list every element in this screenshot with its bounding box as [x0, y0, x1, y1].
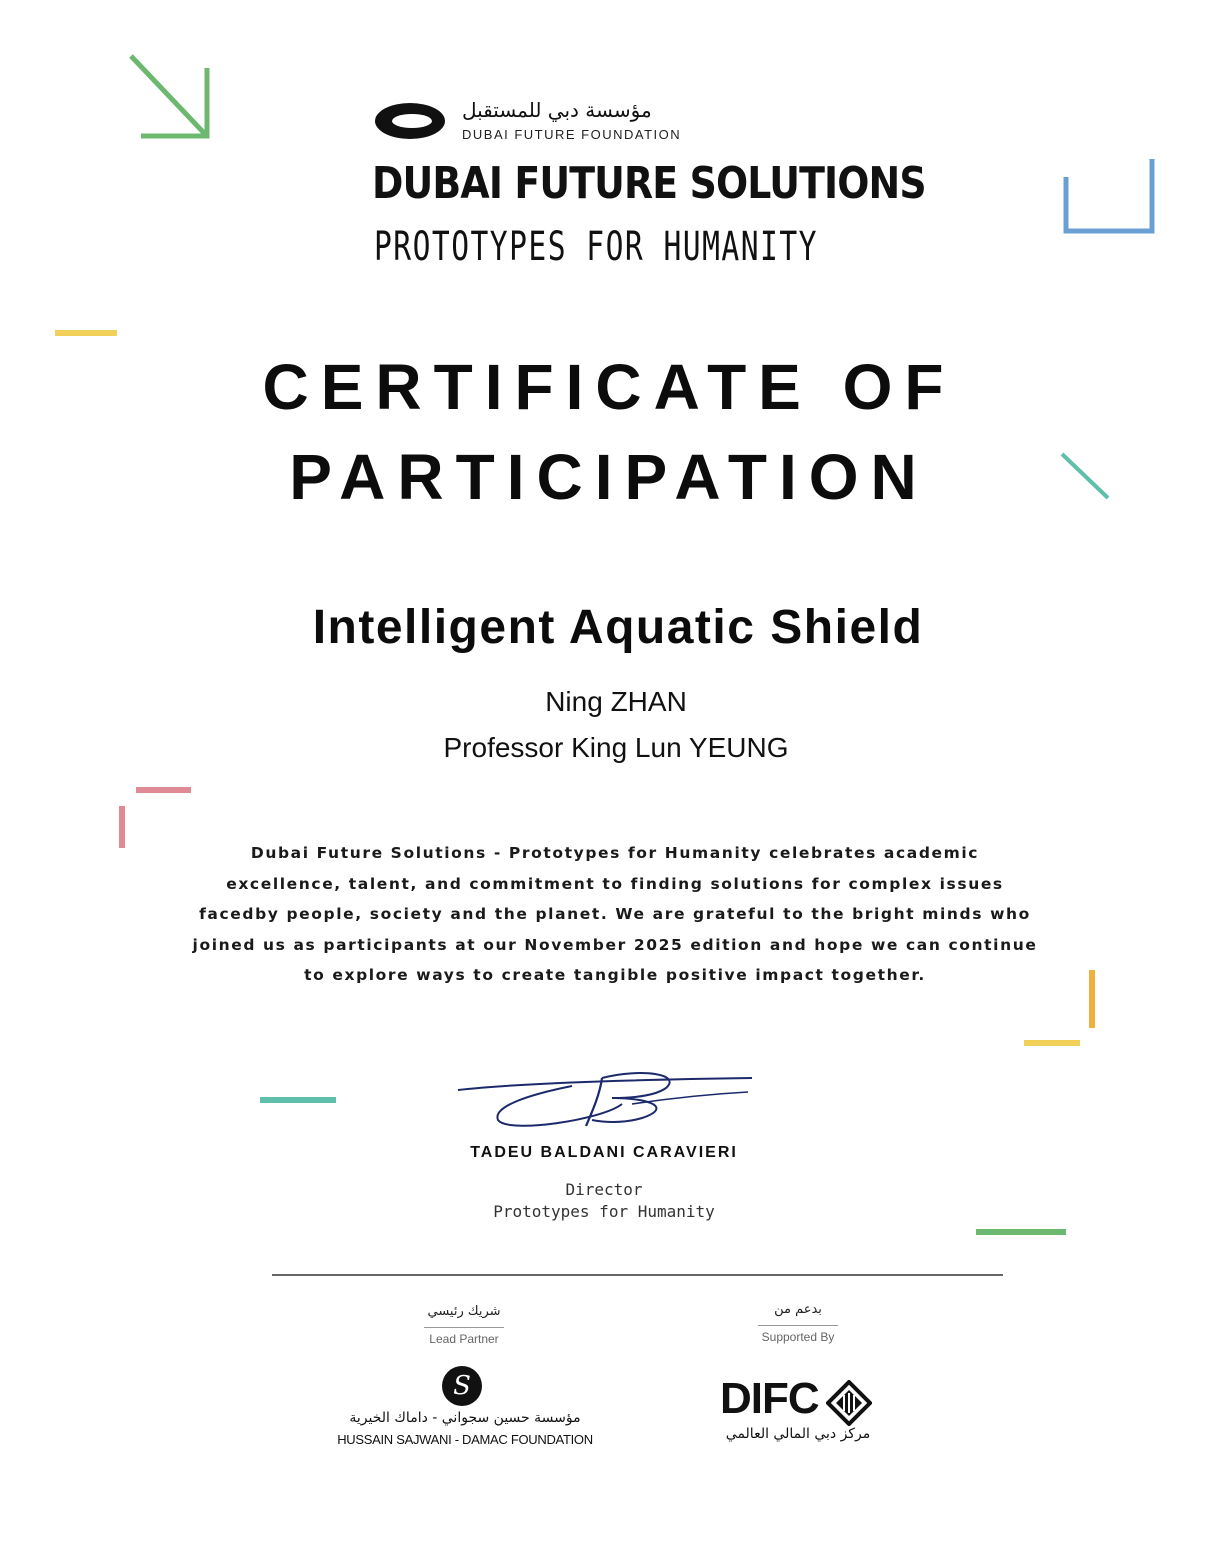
lead-partner-label-arabic: شريك رئيسي [427, 1304, 501, 1319]
dash-accent-icon [976, 1229, 1066, 1235]
difc-logo-text: DIFC [720, 1374, 819, 1423]
supporter-name-arabic: مركز دبي المالي العالمي [725, 1426, 871, 1442]
supporter-label: Supported By [761, 1330, 835, 1344]
dash-accent-icon [260, 1097, 336, 1103]
signature-image [452, 1064, 762, 1134]
signatory-organization: Prototypes for Humanity [493, 1202, 715, 1221]
corner-bracket-icon [116, 784, 196, 854]
lead-partner-label: Lead Partner [429, 1332, 499, 1346]
program-title: DUBAI FUTURE SOLUTIONS [372, 158, 926, 209]
lead-partner-rule [424, 1327, 504, 1328]
program-subtitle: PROTOTYPES FOR HUMANITY [374, 224, 818, 270]
dubai-future-foundation-logo [374, 102, 448, 140]
foundation-name: DUBAI FUTURE FOUNDATION [462, 127, 682, 142]
supporter-label-arabic: بدعم من [774, 1302, 822, 1317]
certificate-heading-line1: CERTIFICATE OF [262, 351, 956, 423]
lead-partner-name: HUSSAIN SAJWANI - DAMAC FOUNDATION [337, 1432, 593, 1447]
hussain-sajwani-foundation-logo: S [442, 1366, 482, 1406]
arrow-down-right-icon [125, 50, 217, 145]
signatory-name: TADEU BALDANI CARAVIERI [470, 1144, 738, 1161]
participant-name: Ning ZHAN [545, 686, 687, 717]
certificate-heading-line2: PARTICIPATION [289, 441, 929, 513]
project-title: Intelligent Aquatic Shield [312, 601, 924, 654]
lead-partner-name-arabic: مؤسسة حسين سجواني - داماك الخيرية [349, 1410, 581, 1426]
difc-logo-icon [826, 1380, 872, 1426]
supporter-rule [758, 1325, 838, 1326]
participant-name: Professor King Lun YEUNG [443, 732, 789, 763]
corner-bracket-icon [1060, 155, 1160, 239]
footer-divider [272, 1274, 1003, 1276]
signatory-title: Director [565, 1180, 643, 1199]
certificate-body-text: Dubai Future Solutions - Prototypes for Humanity celebrates academic excellence, talent, and commitment to finding solutions for complex issues facedby people, society and the planet. We are grateful to the bright minds who joined us as participants at our November 2025 edition and hope we can continue to explore ways to create tangible positive impact together. [192, 844, 1038, 984]
dash-accent-icon [55, 330, 117, 336]
foundation-name-arabic: مؤسسة دبي للمستقبل [462, 98, 652, 122]
